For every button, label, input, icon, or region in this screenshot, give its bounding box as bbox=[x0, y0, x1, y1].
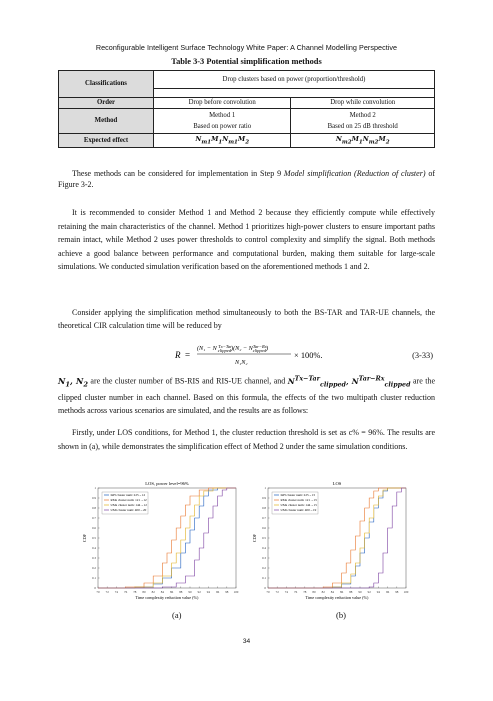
eq-tail: × 100%. bbox=[294, 351, 323, 360]
x-tick-label: 76 bbox=[294, 590, 298, 594]
chart-title: LOS, power level=96% bbox=[145, 481, 189, 486]
x-tick-label: 70 bbox=[266, 590, 270, 594]
x-tick-label: 70 bbox=[96, 590, 100, 594]
legend-entry: UMi cluster num: 400→20 bbox=[110, 508, 147, 512]
table-order-2: Drop while convolution bbox=[291, 98, 435, 109]
figure-a bbox=[80, 478, 242, 610]
legend-entry: InH cluster num: 225→12 bbox=[110, 493, 146, 497]
table-classifications-header: Classifications bbox=[59, 71, 154, 98]
table-order-1: Drop before convolution bbox=[154, 98, 291, 109]
x-axis-label: Time complexity reduction value (%) bbox=[305, 595, 369, 600]
y-tick-label: 1 bbox=[94, 486, 96, 491]
y-tick-label: 0.8 bbox=[92, 506, 96, 511]
table-title: Table 3-3 Potential simplification methods bbox=[171, 57, 322, 66]
legend-entry: UMa cluster num: 144→15 bbox=[280, 503, 317, 507]
p4-text: are the cluster number of BS-RIS and RIS-UE channel, and bbox=[87, 376, 288, 386]
chart-title: LOS bbox=[332, 481, 342, 486]
x-tick-label: 100 bbox=[233, 590, 239, 594]
y-tick-label: 0.3 bbox=[92, 556, 96, 561]
y-tick-label: 0.6 bbox=[92, 526, 96, 531]
y-tick-label: 0.1 bbox=[262, 576, 266, 581]
x-tick-label: 78 bbox=[303, 590, 307, 594]
p5-text: Firstly, under LOS conditions, for Method 1, the cluster reduction threshold is set as c% = 96%. The results are shown in (a), while demonstrates the simplification effect of Method 2 under the same simulation conditions. bbox=[58, 428, 435, 451]
legend-entry: UMi cluster num: 400→19 bbox=[280, 508, 317, 512]
equation-number: (3-33) bbox=[412, 351, 433, 360]
y-tick-label: 0.8 bbox=[262, 506, 266, 511]
table-effect-label: Expected effect bbox=[59, 134, 154, 148]
paragraph-5 bbox=[58, 426, 435, 453]
x-tick-label: 76 bbox=[124, 590, 128, 594]
y-tick-label: 0.4 bbox=[262, 546, 266, 551]
equation-3-33 bbox=[58, 342, 435, 368]
legend-entry: InH cluster num: 225→15 bbox=[280, 493, 316, 497]
x-tick-label: 88 bbox=[349, 590, 353, 594]
table-method-1: Method 1 bbox=[209, 112, 236, 119]
x-tick-label: 98 bbox=[395, 590, 399, 594]
y-tick-label: 0.9 bbox=[262, 496, 266, 501]
y-tick-label: 0.6 bbox=[262, 526, 266, 531]
figure-a-label: (a) bbox=[172, 610, 182, 620]
x-tick-label: 80 bbox=[312, 590, 316, 594]
x-tick-label: 86 bbox=[340, 590, 344, 594]
eq-numerator: (N₁ − N $^{Tx-Tar}$ clipped)(N₂ − $N^{Tar-Rx}$ clipped) bbox=[197, 344, 268, 353]
y-tick-label: 0.5 bbox=[92, 536, 96, 541]
page-number: 34 bbox=[242, 638, 251, 645]
table-method-label: Method bbox=[59, 109, 154, 134]
y-tick-label: 0.1 bbox=[92, 576, 96, 581]
x-tick-label: 90 bbox=[358, 590, 362, 594]
legend-entry: UMa cluster num: 144→12 bbox=[110, 503, 147, 507]
y-tick-label: 0.5 bbox=[262, 536, 266, 541]
y-tick-label: 0.9 bbox=[92, 496, 96, 501]
x-tick-label: 88 bbox=[179, 590, 183, 594]
table-method-1-desc: Based on power ratio bbox=[193, 123, 252, 130]
table-method-1-cell bbox=[154, 109, 291, 134]
chart-b bbox=[250, 478, 412, 610]
x-tick-label: 100 bbox=[403, 590, 409, 594]
paragraph-4: $N_1$, $N_2$ are the cluster number of BS-RIS and RIS-UE channel, and $N^{Tx-Tar}_{clipped}$, $N^{Tar-Rx}_{clipped}$ are the clipped cluster number in each channel. Based on this formula, the effects of the two multipath cluster reduction methods across various scenarios are simulated, and the results are as follows: bbox=[58, 375, 435, 416]
paragraph-3 bbox=[58, 306, 435, 332]
x-tick-label: 82 bbox=[151, 590, 155, 594]
x-tick-label: 92 bbox=[367, 590, 371, 594]
y-tick-label: 0.7 bbox=[92, 516, 96, 521]
x-tick-label: 84 bbox=[160, 590, 164, 594]
x-tick-label: 96 bbox=[216, 590, 220, 594]
x-tick-label: 84 bbox=[330, 590, 334, 594]
table-order-label: Order bbox=[59, 98, 154, 109]
x-tick-label: 72 bbox=[105, 590, 109, 594]
table-method-2-desc: Based on 25 dB threshold bbox=[327, 123, 398, 130]
x-axis-label: Time complexity reduction value (%) bbox=[135, 595, 199, 600]
table-effect-2: $N_{m2}M_1N_{m2}M_2$ bbox=[291, 134, 435, 148]
p1-italic: Model simplification (Reduction of cluster) bbox=[283, 169, 426, 178]
svg-text:=: = bbox=[185, 350, 191, 360]
p2-text: It is recommended to consider Method 1 and Method 2 because they efficiently compute while effectively retaining the main characteristics of the channel. Method 1 prioritizes high-power clusters to ensure important paths remain intact, while Method 2 uses power thresholds to control complexity and simplify the signal. Both methods achieve a good balance between performance and computational burden, making them suitable for large-scale simulations. We conducted simulation verification based on the aforementioned methods 1 and 2. bbox=[58, 208, 435, 272]
x-tick-label: 82 bbox=[321, 590, 325, 594]
table-method-2-cell bbox=[291, 109, 435, 134]
x-tick-label: 94 bbox=[206, 590, 210, 594]
y-tick-label: 0.4 bbox=[92, 546, 96, 551]
p1-text: These methods can be considered for implementation in Step 9 bbox=[72, 169, 284, 178]
eq-lhs: R bbox=[175, 350, 181, 360]
y-tick-label: 1 bbox=[264, 486, 266, 491]
y-axis-label: CDF bbox=[252, 533, 257, 543]
y-tick-label: 0.7 bbox=[262, 516, 266, 521]
x-tick-label: 74 bbox=[114, 590, 118, 594]
figure-b-label: (b) bbox=[336, 610, 346, 620]
paragraph-2 bbox=[58, 206, 435, 274]
x-tick-label: 78 bbox=[133, 590, 137, 594]
table-method-2: Method 2 bbox=[349, 112, 376, 119]
table-top-header: Drop clusters based on power (proportion/threshold) bbox=[154, 71, 435, 89]
chart-a bbox=[80, 478, 242, 610]
legend-entry: RMa cluster num: 121→13 bbox=[280, 498, 317, 502]
simplification-table bbox=[58, 70, 435, 148]
y-axis-label: CDF bbox=[82, 533, 87, 543]
x-tick-label: 72 bbox=[275, 590, 279, 594]
x-tick-label: 86 bbox=[170, 590, 174, 594]
y-tick-label: 0 bbox=[264, 586, 266, 591]
eq-denominator: N₁N₂ bbox=[235, 359, 248, 366]
running-header: Reconfigurable Intelligent Surface Technology White Paper: A Channel Modelling Perspective bbox=[95, 43, 398, 52]
x-tick-label: 80 bbox=[142, 590, 146, 594]
figure-b bbox=[250, 478, 412, 610]
x-tick-label: 92 bbox=[197, 590, 201, 594]
legend-entry: RMa cluster num: 121→12 bbox=[110, 498, 147, 502]
x-tick-label: 96 bbox=[386, 590, 390, 594]
p4-text-2: are the clipped cluster number in each channel. Based on this formula, the effects of the two multipath cluster reduction methods across various scenarios are simulated, and the results are as follows: bbox=[58, 376, 435, 416]
x-tick-label: 98 bbox=[225, 590, 229, 594]
x-tick-label: 74 bbox=[284, 590, 288, 594]
y-tick-label: 0.2 bbox=[262, 566, 266, 571]
table-effect-1: $N_{m1}M_1N_{m1}M_2$ bbox=[154, 134, 291, 148]
p1-tail: of Figure 3-2. bbox=[58, 169, 435, 189]
x-tick-label: 94 bbox=[376, 590, 380, 594]
y-tick-label: 0 bbox=[94, 586, 96, 591]
y-tick-label: 0.2 bbox=[92, 566, 96, 571]
y-tick-label: 0.3 bbox=[262, 556, 266, 561]
equation-body bbox=[173, 342, 373, 368]
p3-text: Consider applying the simplification method simultaneously to both the BS-TAR and TAR-UE channels, the theoretical CIR calculation time will be reduced by bbox=[58, 308, 435, 330]
x-tick-label: 90 bbox=[188, 590, 192, 594]
paragraph-1 bbox=[58, 168, 435, 190]
